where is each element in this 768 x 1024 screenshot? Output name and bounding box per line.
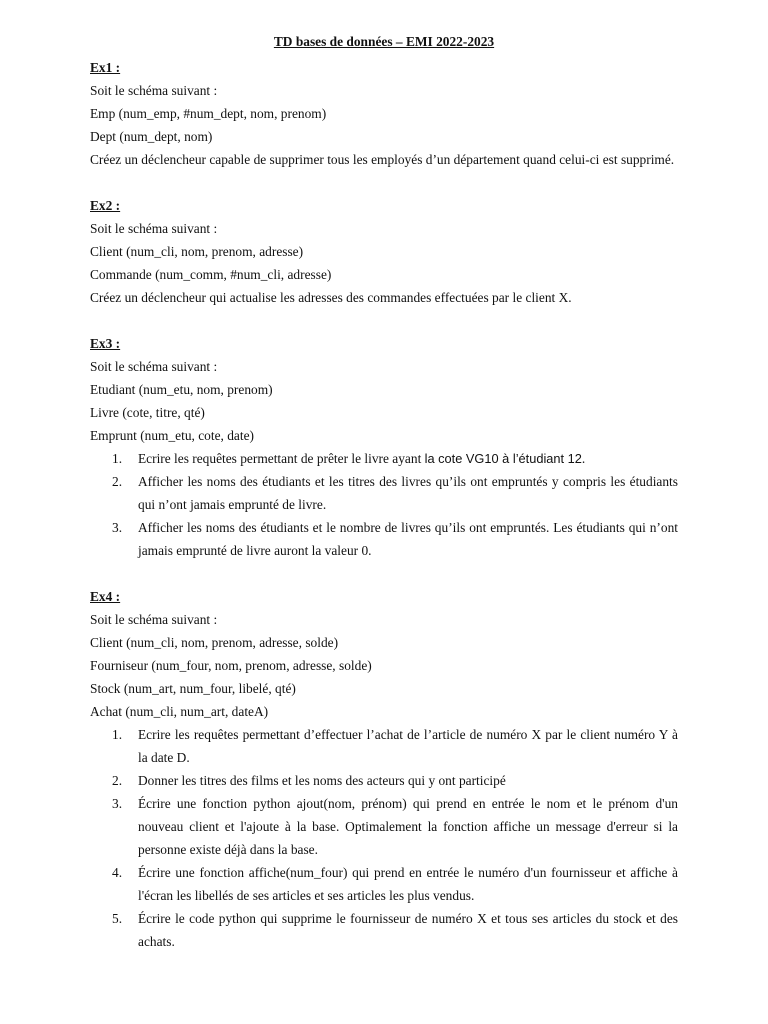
item-number: 3.	[112, 796, 123, 811]
exercise-1	[90, 56, 678, 171]
item-number: 1.	[112, 727, 123, 742]
list-item	[90, 447, 678, 470]
exercise-task: Créez un déclencheur qui actualise les adresses des commandes effectuées par le client X.	[90, 290, 572, 305]
exercise-4	[90, 585, 678, 953]
schema-intro: Soit le schéma suivant :	[90, 221, 218, 236]
list-item	[90, 907, 678, 953]
exercise-heading: Ex3 :	[90, 336, 121, 351]
list-item	[90, 516, 678, 562]
list-item	[90, 769, 678, 792]
item-number: 2.	[112, 773, 123, 788]
schema-line: Client (num_cli, nom, prenom, adresse, solde)	[90, 635, 339, 650]
item-number: 3.	[112, 520, 123, 535]
item-text: Ecrire les requêtes permettant d’effectuer l’achat de l’article de numéro X par le client numéro Y à la date D.	[138, 727, 678, 765]
exercise-heading: Ex2 :	[90, 198, 121, 213]
item-number: 5.	[112, 911, 123, 926]
schema-intro: Soit le schéma suivant :	[90, 612, 218, 627]
item-text: Donner les titres des films et les noms des acteurs qui y ont participé	[138, 773, 506, 788]
list-item	[90, 723, 678, 769]
schema-line: Livre (cote, titre, qté)	[90, 405, 205, 420]
item-text-end: .	[581, 451, 586, 466]
item-text-highlight: la cote VG10 à l’étudiant 12	[424, 451, 582, 466]
schema-line: Commande (num_comm, #num_cli, adresse)	[90, 267, 332, 282]
schema-line: Dept (num_dept, nom)	[90, 129, 213, 144]
schema-line: Etudiant (num_etu, nom, prenom)	[90, 382, 273, 397]
list-item	[90, 792, 678, 861]
schema-line: Emp (num_emp, #num_dept, nom, prenom)	[90, 106, 327, 121]
schema-line: Client (num_cli, nom, prenom, adresse)	[90, 244, 304, 259]
schema-line: Stock (num_art, num_four, libelé, qté)	[90, 681, 296, 696]
item-text: Ecrire les requêtes permettant de prêter le livre ayant	[138, 451, 425, 466]
question-list	[90, 723, 678, 953]
list-item	[90, 861, 678, 907]
question-list	[90, 447, 678, 562]
schema-line: Emprunt (num_etu, cote, date)	[90, 428, 254, 443]
item-text: Afficher les noms des étudiants et le nombre de livres qu’ils ont empruntés. Les étudiants qui n’ont jamais emprunté de livre auront la valeur 0.	[138, 520, 678, 558]
list-item	[90, 470, 678, 516]
exercise-task: Créez un déclencheur capable de supprimer tous les employés d’un département quand celui-ci est supprimé.	[90, 152, 675, 167]
schema-line: Fourniseur (num_four, nom, prenom, adresse, solde)	[90, 658, 372, 673]
item-text: Écrire le code python qui supprime le fournisseur de numéro X et tous ses articles du stock et des achats.	[138, 911, 678, 949]
item-text: Afficher les noms des étudiants et les titres des livres qu’ils ont empruntés y compris les étudiants qui n’ont jamais emprunté de livre.	[138, 474, 678, 512]
page-title: TD bases de données – EMI 2022-2023	[273, 34, 495, 49]
item-text: Écrire une fonction affiche(num_four) qui prend en entrée le numéro d'un fournisseur et affiche à l'écran les libellés de ses articles et ses articles les plus vendus.	[138, 865, 678, 903]
schema-intro: Soit le schéma suivant :	[90, 359, 218, 374]
item-number: 4.	[112, 865, 123, 880]
schema-intro: Soit le schéma suivant :	[90, 83, 218, 98]
exercise-heading: Ex1 :	[90, 60, 121, 75]
exercise-heading: Ex4 :	[90, 589, 121, 604]
item-number: 1.	[112, 451, 123, 466]
item-number: 2.	[112, 474, 123, 489]
schema-line: Achat (num_cli, num_art, dateA)	[90, 704, 269, 719]
exercise-2	[90, 194, 678, 309]
exercise-3	[90, 332, 678, 562]
item-text: Écrire une fonction python ajout(nom, prénom) qui prend en entrée le nom et le prénom d'un nouveau client et l'ajoute à la base. Optimalement la fonction affiche un message d'erreur si la personne existe déjà dans la base.	[138, 796, 678, 857]
